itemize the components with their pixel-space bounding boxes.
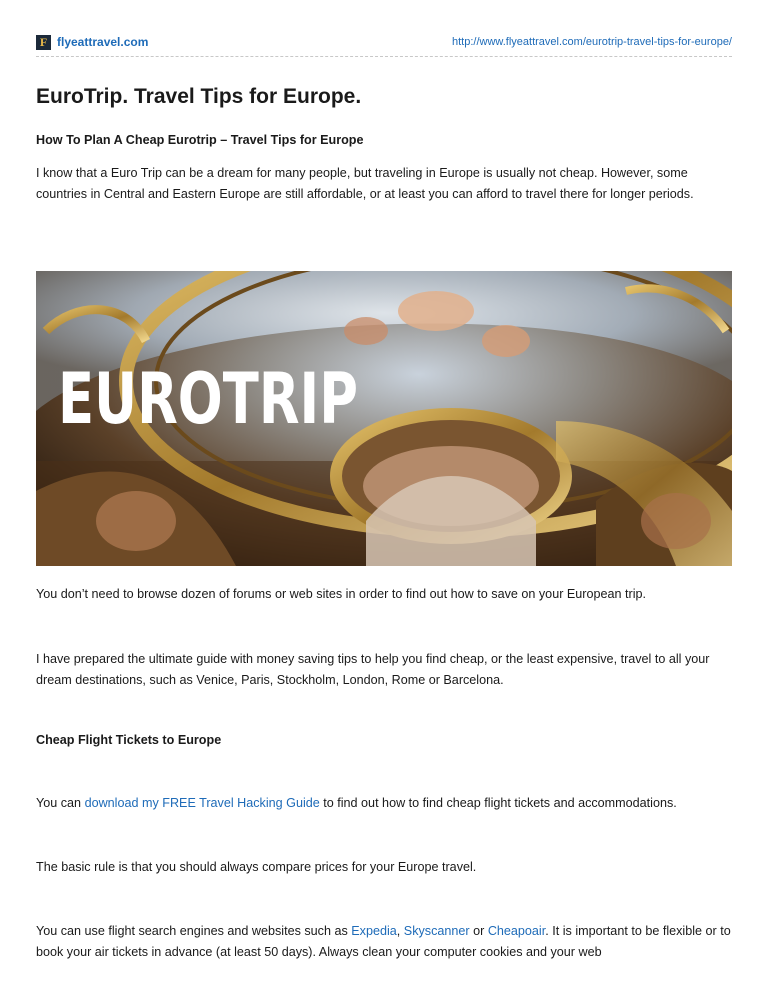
section-heading-flights: Cheap Flight Tickets to Europe — [36, 733, 222, 747]
page-url-link[interactable]: http://www.flyeattravel.com/eurotrip-travel-tips-for-europe/ — [452, 36, 732, 48]
engines-paragraph — [36, 921, 732, 963]
skyscanner-link[interactable]: Skyscanner — [403, 924, 470, 938]
hero-painting — [36, 271, 732, 566]
expedia-link[interactable]: Expedia — [351, 924, 397, 938]
cheapoair-link[interactable]: Cheapoair — [487, 924, 546, 938]
engines-sep-1: , — [396, 924, 404, 938]
site-name-link[interactable]: flyeattravel.com — [57, 35, 149, 49]
article-subtitle: How To Plan A Cheap Eurotrip – Travel Tips for Europe — [36, 133, 364, 147]
site-logo-icon: F — [36, 35, 51, 50]
hero-image — [36, 271, 732, 566]
compare-paragraph: The basic rule is that you should always compare prices for your Europe travel. — [36, 860, 477, 874]
forums-paragraph: You don’t need to browse dozen of forums or web sites in order to find out how to save on your European trip. — [36, 587, 646, 601]
download-text-after: to find out how to find cheap flight tickets and accommodations. — [319, 796, 677, 810]
page-header — [36, 35, 732, 51]
engines-sep-2: or — [469, 924, 488, 938]
download-paragraph — [36, 793, 732, 814]
article-title: EuroTrip. Travel Tips for Europe. — [36, 85, 362, 108]
download-text-before: You can — [36, 796, 85, 810]
engines-text-after: . It is important to be flexible or to book your air tickets in advance (at least 50 days). Always clean your computer cookies and your web — [36, 924, 731, 959]
hero-overlay-text: EUROTRIP — [58, 358, 358, 440]
travel-hacking-guide-link[interactable]: download my FREE Travel Hacking Guide — [84, 796, 320, 810]
guide-paragraph: I have prepared the ultimate guide with money saving tips to help you find cheap, or the least expensive, travel to all your dream destinations, such as Venice, Paris, Stockholm, London, Rome or Barcelona. — [36, 652, 710, 687]
header-divider — [36, 56, 732, 57]
intro-paragraph: I know that a Euro Trip can be a dream for many people, but traveling in Europe is usually not cheap. However, some countries in Central and Eastern Europe are still affordable, or at least you can afford to travel there for longer periods. — [36, 166, 694, 201]
engines-text-before: You can use flight search engines and websites such as — [36, 924, 352, 938]
